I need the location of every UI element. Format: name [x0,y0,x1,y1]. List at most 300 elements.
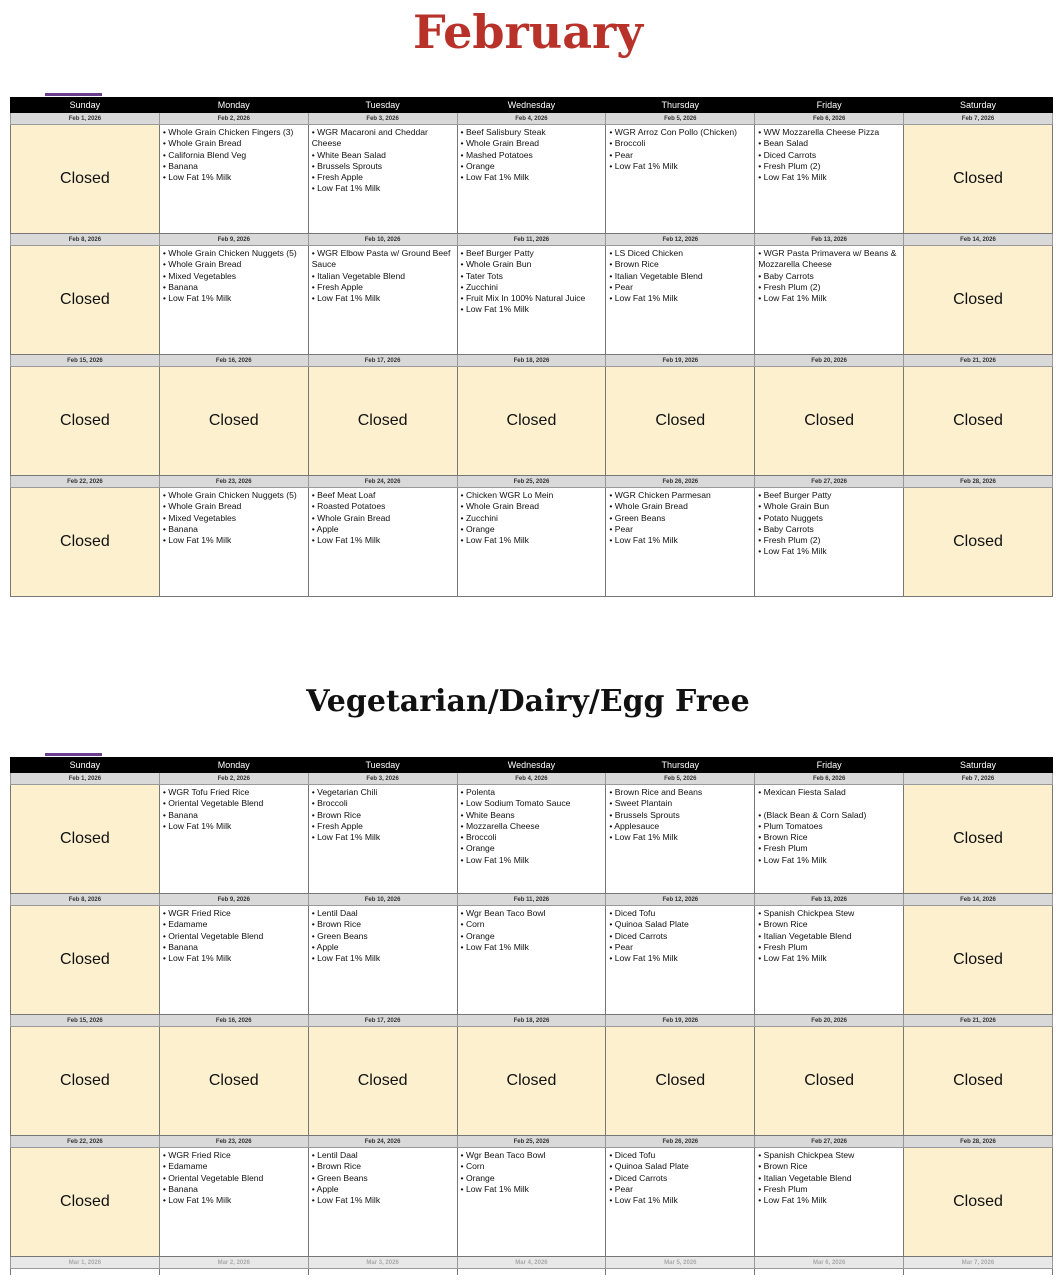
menu-day-cell [755,125,904,234]
menu-item: • Brown Rice and Beans [609,787,751,798]
date-label: Mar 4, 2026 [457,1257,606,1269]
week-row [11,367,1053,476]
menu-day-cell [755,246,904,355]
menu-item: • Plum Tomatoes [758,821,900,832]
date-label: Feb 28, 2026 [904,1136,1053,1148]
closed-day-cell: Closed [11,488,160,597]
weekday-header: Saturday [904,98,1053,113]
date-label: Mar 5, 2026 [606,1257,755,1269]
menu-item: • Polenta [461,787,603,798]
menu-item: • Broccoli [461,832,603,843]
menu-day-cell [457,906,606,1015]
menu-item: • Fresh Plum [758,942,900,953]
menu-item: • Brown Rice [312,810,454,821]
menu-item: • Fresh Plum [758,1184,900,1195]
menu-item: • Corn [461,1161,603,1172]
menu-day-cell [159,125,308,234]
calendar-table [10,97,1053,597]
menu-item: • Edamame [163,1161,305,1172]
menu-day-cell [457,488,606,597]
menu-item: • Low Fat 1% Milk [461,535,603,546]
menu-item: • Chicken WGR Lo Mein [461,490,603,501]
menu-day-cell [606,246,755,355]
date-label: Feb 3, 2026 [308,773,457,785]
menu-item: • Low Fat 1% Milk [163,293,305,304]
weekday-header: Friday [755,758,904,773]
closed-day-cell: Closed [457,367,606,476]
date-label: Feb 12, 2026 [606,234,755,246]
date-label: Feb 15, 2026 [11,355,160,367]
menu-item-list [309,125,457,195]
closed-day-cell: Closed [904,125,1053,234]
weekday-header: Friday [755,98,904,113]
date-label: Feb 5, 2026 [606,113,755,125]
date-label: Feb 4, 2026 [457,773,606,785]
date-label: Feb 6, 2026 [755,773,904,785]
empty-cell [159,1269,308,1276]
menu-day-cell [457,246,606,355]
date-label: Feb 8, 2026 [11,234,160,246]
menu-item: • Banana [163,1184,305,1195]
menu-item: • Corn [461,919,603,930]
menu-item: • Banana [163,810,305,821]
date-label: Feb 9, 2026 [159,234,308,246]
menu-item: • WGR Chicken Parmesan [609,490,751,501]
menu-item: • Broccoli [609,138,751,149]
menu-item: • Whole Grain Bread [461,501,603,512]
calendar-table [10,757,1053,1275]
closed-day-cell: Closed [904,1148,1053,1257]
menu-item: • Sweet Plantain [609,798,751,809]
menu-item: • Pear [609,524,751,535]
menu-item-list [309,488,457,546]
menu-item: • Zucchini [461,282,603,293]
menu-item-list [160,125,308,183]
menu-item: • Whole Grain Bread [312,513,454,524]
closed-day-cell: Closed [904,906,1053,1015]
menu-item-list [606,125,754,172]
menu-item [758,798,900,809]
date-label: Feb 19, 2026 [606,355,755,367]
menu-item: • LS Diced Chicken [609,248,751,259]
menu-item: • Italian Vegetable Blend [758,1173,900,1184]
closed-day-cell: Closed [308,1027,457,1136]
date-label: Feb 13, 2026 [755,894,904,906]
menu-item: • Low Fat 1% Milk [461,1184,603,1195]
section-title: Vegetarian/Dairy/Egg Free [306,684,750,719]
accent-bar [45,93,102,96]
menu-item: • WGR Tofu Fried Rice [163,787,305,798]
date-label: Feb 10, 2026 [308,894,457,906]
empty-cell [606,1269,755,1276]
closed-day-cell: Closed [904,1027,1053,1136]
date-label: Feb 23, 2026 [159,1136,308,1148]
weekday-header: Tuesday [308,98,457,113]
menu-item: • Diced Carrots [758,150,900,161]
date-label: Feb 18, 2026 [457,355,606,367]
date-label: Mar 2, 2026 [159,1257,308,1269]
menu-item: • Low Fat 1% Milk [312,1195,454,1206]
menu-day-cell [159,906,308,1015]
menu-item: • Edamame [163,919,305,930]
date-label: Feb 17, 2026 [308,355,457,367]
date-row [11,1015,1053,1027]
date-label: Feb 26, 2026 [606,476,755,488]
date-label: Feb 28, 2026 [904,476,1053,488]
week-row [11,1027,1053,1136]
menu-item: • White Beans [461,810,603,821]
menu-item: • Low Fat 1% Milk [609,535,751,546]
menu-item: • Italian Vegetable Blend [312,271,454,282]
menu-item-list [160,785,308,832]
menu-item: • Low Fat 1% Milk [758,855,900,866]
menu-item: • Diced Carrots [609,1173,751,1184]
date-label: Feb 27, 2026 [755,1136,904,1148]
menu-item: • Brown Rice [758,919,900,930]
menu-item-list [755,1148,903,1206]
menu-item: • Beef Salisbury Steak [461,127,603,138]
menu-item: • WGR Fried Rice [163,908,305,919]
weekday-header: Sunday [11,758,160,773]
menu-item: • Low Fat 1% Milk [609,293,751,304]
closed-day-cell: Closed [308,367,457,476]
menu-item: • Lentil Daal [312,908,454,919]
empty-cell [11,1269,160,1276]
date-label: Feb 2, 2026 [159,773,308,785]
menu-day-cell [606,785,755,894]
menu-item: • Fresh Plum (2) [758,282,900,293]
menu-item-list [458,906,606,953]
date-label: Feb 6, 2026 [755,113,904,125]
menu-item: • Banana [163,942,305,953]
date-label: Feb 8, 2026 [11,894,160,906]
menu-item: • Pear [609,150,751,161]
menu-item: • Fresh Apple [312,821,454,832]
menu-item: • Low Fat 1% Milk [163,535,305,546]
menu-item: • Low Fat 1% Milk [163,821,305,832]
menu-item: • Apple [312,1184,454,1195]
date-label: Feb 16, 2026 [159,1015,308,1027]
menu-item: • Potato Nuggets [758,513,900,524]
accent-bar [45,753,102,756]
date-label: Feb 15, 2026 [11,1015,160,1027]
date-row [11,894,1053,906]
menu-item: • Mashed Potatoes [461,150,603,161]
menu-item: • Baby Carrots [758,524,900,535]
menu-item: • Diced Tofu [609,908,751,919]
menu-item: • WGR Fried Rice [163,1150,305,1161]
menu-item: • Low Fat 1% Milk [312,535,454,546]
closed-day-cell: Closed [11,785,160,894]
menu-item: • Orange [461,161,603,172]
menu-item: • White Bean Salad [312,150,454,161]
date-row [11,476,1053,488]
menu-item: • Fresh Plum [758,843,900,854]
menu-item: • Low Fat 1% Milk [461,942,603,953]
menu-item-list [160,246,308,304]
menu-item: • Zucchini [461,513,603,524]
menu-item: • California Blend Veg [163,150,305,161]
menu-item: • Wgr Bean Taco Bowl [461,1150,603,1161]
closed-day-cell: Closed [11,906,160,1015]
menu-day-cell [308,785,457,894]
menu-day-cell [308,1148,457,1257]
menu-item: • Oriental Vegetable Blend [163,931,305,942]
menu-item: • Banana [163,161,305,172]
menu-item: • Brussels Sprouts [609,810,751,821]
menu-item: • Low Fat 1% Milk [312,183,454,194]
menu-item-list [458,1148,606,1195]
closed-day-cell: Closed [159,1027,308,1136]
weekday-header-row [11,758,1053,773]
weekday-header: Wednesday [457,98,606,113]
date-label: Feb 10, 2026 [308,234,457,246]
menu-day-cell [606,1148,755,1257]
date-label: Feb 7, 2026 [904,773,1053,785]
date-label: Feb 23, 2026 [159,476,308,488]
menu-item: • Diced Tofu [609,1150,751,1161]
date-label: Feb 22, 2026 [11,476,160,488]
closed-day-cell: Closed [11,367,160,476]
closed-day-cell: Closed [159,367,308,476]
menu-item: • Green Beans [609,513,751,524]
menu-item: • Orange [461,931,603,942]
menu-item: • Green Beans [312,1173,454,1184]
date-row [11,1136,1053,1148]
menu-item: • Oriental Vegetable Blend [163,1173,305,1184]
menu-item: • Fresh Apple [312,282,454,293]
menu-item: • Low Fat 1% Milk [758,293,900,304]
menu-item: • Low Fat 1% Milk [312,953,454,964]
menu-item: • Fresh Plum (2) [758,161,900,172]
vegetarian-menu-calendar [10,757,1052,1275]
date-label: Feb 4, 2026 [457,113,606,125]
week-row [11,906,1053,1015]
menu-item: • Broccoli [312,798,454,809]
week-row [11,785,1053,894]
menu-item: • Mozzarella Cheese [461,821,603,832]
menu-item: • Orange [461,1173,603,1184]
menu-item: • Brown Rice [758,1161,900,1172]
menu-item: • Low Fat 1% Milk [758,953,900,964]
menu-item: • Low Fat 1% Milk [312,293,454,304]
menu-item: • Fresh Apple [312,172,454,183]
menu-item: • WGR Elbow Pasta w/ Ground Beef Sauce [312,248,454,271]
menu-item: • Green Beans [312,931,454,942]
menu-item: • Low Fat 1% Milk [163,172,305,183]
date-label: Feb 19, 2026 [606,1015,755,1027]
closed-day-cell: Closed [606,367,755,476]
menu-day-cell [457,1148,606,1257]
weekday-header: Saturday [904,758,1053,773]
week-row [11,488,1053,597]
menu-item-list [458,125,606,183]
menu-item: • Low Fat 1% Milk [609,1195,751,1206]
regular-menu-calendar [10,97,1052,597]
menu-item: • Brown Rice [758,832,900,843]
menu-item: • Brown Rice [312,1161,454,1172]
menu-item: • Applesauce [609,821,751,832]
empty-cell [457,1269,606,1276]
menu-item: • Low Fat 1% Milk [461,304,603,315]
menu-item: • Whole Grain Bun [758,501,900,512]
menu-item: • Apple [312,942,454,953]
closed-day-cell: Closed [904,488,1053,597]
menu-day-cell [159,488,308,597]
menu-item: • Quinoa Salad Plate [609,919,751,930]
menu-item: • Low Fat 1% Milk [461,172,603,183]
menu-item: • Mexican Fiesta Salad [758,787,900,798]
menu-item: • Low Fat 1% Milk [609,161,751,172]
date-label: Feb 1, 2026 [11,113,160,125]
weekday-header: Tuesday [308,758,457,773]
closed-day-cell: Closed [904,785,1053,894]
closed-day-cell: Closed [904,367,1053,476]
date-row [11,234,1053,246]
closed-day-cell: Closed [904,246,1053,355]
menu-item: • Pear [609,1184,751,1195]
date-label: Feb 25, 2026 [457,476,606,488]
date-label: Feb 20, 2026 [755,1015,904,1027]
closed-day-cell: Closed [11,1027,160,1136]
menu-item: • Vegetarian Chili [312,787,454,798]
date-label: Mar 7, 2026 [904,1257,1053,1269]
date-label: Feb 11, 2026 [457,234,606,246]
date-label: Feb 16, 2026 [159,355,308,367]
menu-item: • Low Fat 1% Milk [461,855,603,866]
menu-item: • Lentil Daal [312,1150,454,1161]
date-label: Feb 17, 2026 [308,1015,457,1027]
menu-item-list [160,1148,308,1206]
menu-item: • Orange [461,524,603,535]
weekday-header: Thursday [606,758,755,773]
menu-day-cell [308,125,457,234]
menu-item: • Beef Burger Patty [758,490,900,501]
closed-day-cell: Closed [755,1027,904,1136]
menu-item: • Quinoa Salad Plate [609,1161,751,1172]
menu-item: • Wgr Bean Taco Bowl [461,908,603,919]
menu-item: • Whole Grain Bread [609,501,751,512]
menu-item: • Brown Rice [312,919,454,930]
menu-day-cell [606,488,755,597]
date-label: Feb 22, 2026 [11,1136,160,1148]
menu-day-cell [457,785,606,894]
empty-cell [755,1269,904,1276]
closed-day-cell: Closed [11,1148,160,1257]
weekday-header: Monday [159,98,308,113]
date-label: Feb 7, 2026 [904,113,1053,125]
menu-item: • Brussels Sprouts [312,161,454,172]
menu-item: • Banana [163,282,305,293]
menu-day-cell [755,906,904,1015]
menu-day-cell [606,906,755,1015]
page-title: February [412,5,644,59]
menu-item: • Mixed Vegetables [163,271,305,282]
menu-item: • Whole Grain Bread [163,259,305,270]
menu-item-list [755,488,903,558]
menu-day-cell [755,488,904,597]
menu-item: • Fruit Mix In 100% Natural Juice [461,293,603,304]
menu-item-list [458,488,606,546]
menu-item: • Fresh Plum (2) [758,535,900,546]
menu-item: • Low Fat 1% Milk [163,953,305,964]
menu-item: • Oriental Vegetable Blend [163,798,305,809]
menu-item-list [755,125,903,183]
menu-item-list [755,785,903,866]
closed-day-cell: Closed [11,246,160,355]
date-label: Feb 5, 2026 [606,773,755,785]
date-label: Feb 24, 2026 [308,1136,457,1148]
date-label: Mar 3, 2026 [308,1257,457,1269]
date-label: Feb 9, 2026 [159,894,308,906]
menu-item: • Baby Carrots [758,271,900,282]
menu-item: • Diced Carrots [609,931,751,942]
menu-item-list [755,246,903,304]
menu-item: • Spanish Chickpea Stew [758,908,900,919]
menu-item: • Whole Grain Bread [163,501,305,512]
weekday-header: Monday [159,758,308,773]
date-label: Feb 18, 2026 [457,1015,606,1027]
menu-item-list [458,246,606,316]
menu-item-list [160,488,308,546]
menu-day-cell [606,125,755,234]
menu-day-cell [159,246,308,355]
menu-item: • Whole Grain Bread [163,138,305,149]
weekday-header-row [11,98,1053,113]
empty-cell [904,1269,1053,1276]
menu-item: • WGR Arroz Con Pollo (Chicken) [609,127,751,138]
menu-day-cell [159,785,308,894]
menu-item: • Low Sodium Tomato Sauce [461,798,603,809]
menu-item: • WW Mozzarella Cheese Pizza [758,127,900,138]
closed-day-cell: Closed [755,367,904,476]
date-label: Feb 13, 2026 [755,234,904,246]
week-row [11,1148,1053,1257]
menu-item: • (Black Bean & Corn Salad) [758,810,900,821]
next-month-date-row [11,1257,1053,1269]
date-label: Feb 1, 2026 [11,773,160,785]
menu-item-list [606,488,754,546]
menu-item: • Pear [609,282,751,293]
closed-day-cell: Closed [606,1027,755,1136]
menu-item: • Low Fat 1% Milk [312,832,454,843]
menu-item: • Whole Grain Bun [461,259,603,270]
menu-day-cell [159,1148,308,1257]
date-label: Feb 3, 2026 [308,113,457,125]
menu-item-list [606,1148,754,1206]
menu-item: • Low Fat 1% Milk [163,1195,305,1206]
closed-day-cell: Closed [457,1027,606,1136]
menu-day-cell [308,488,457,597]
date-label: Feb 2, 2026 [159,113,308,125]
menu-item: • Low Fat 1% Milk [758,546,900,557]
menu-item-list [309,1148,457,1206]
date-label: Feb 27, 2026 [755,476,904,488]
menu-item: • Tater Tots [461,271,603,282]
menu-item: • Whole Grain Bread [461,138,603,149]
date-row [11,355,1053,367]
date-label: Feb 12, 2026 [606,894,755,906]
menu-item: • Bean Salad [758,138,900,149]
menu-day-cell [755,785,904,894]
menu-item: • Low Fat 1% Milk [758,172,900,183]
menu-item-list [309,906,457,964]
menu-day-cell [457,125,606,234]
menu-item-list [606,785,754,843]
date-row [11,773,1053,785]
menu-item: • Brown Rice [609,259,751,270]
menu-item: • Apple [312,524,454,535]
